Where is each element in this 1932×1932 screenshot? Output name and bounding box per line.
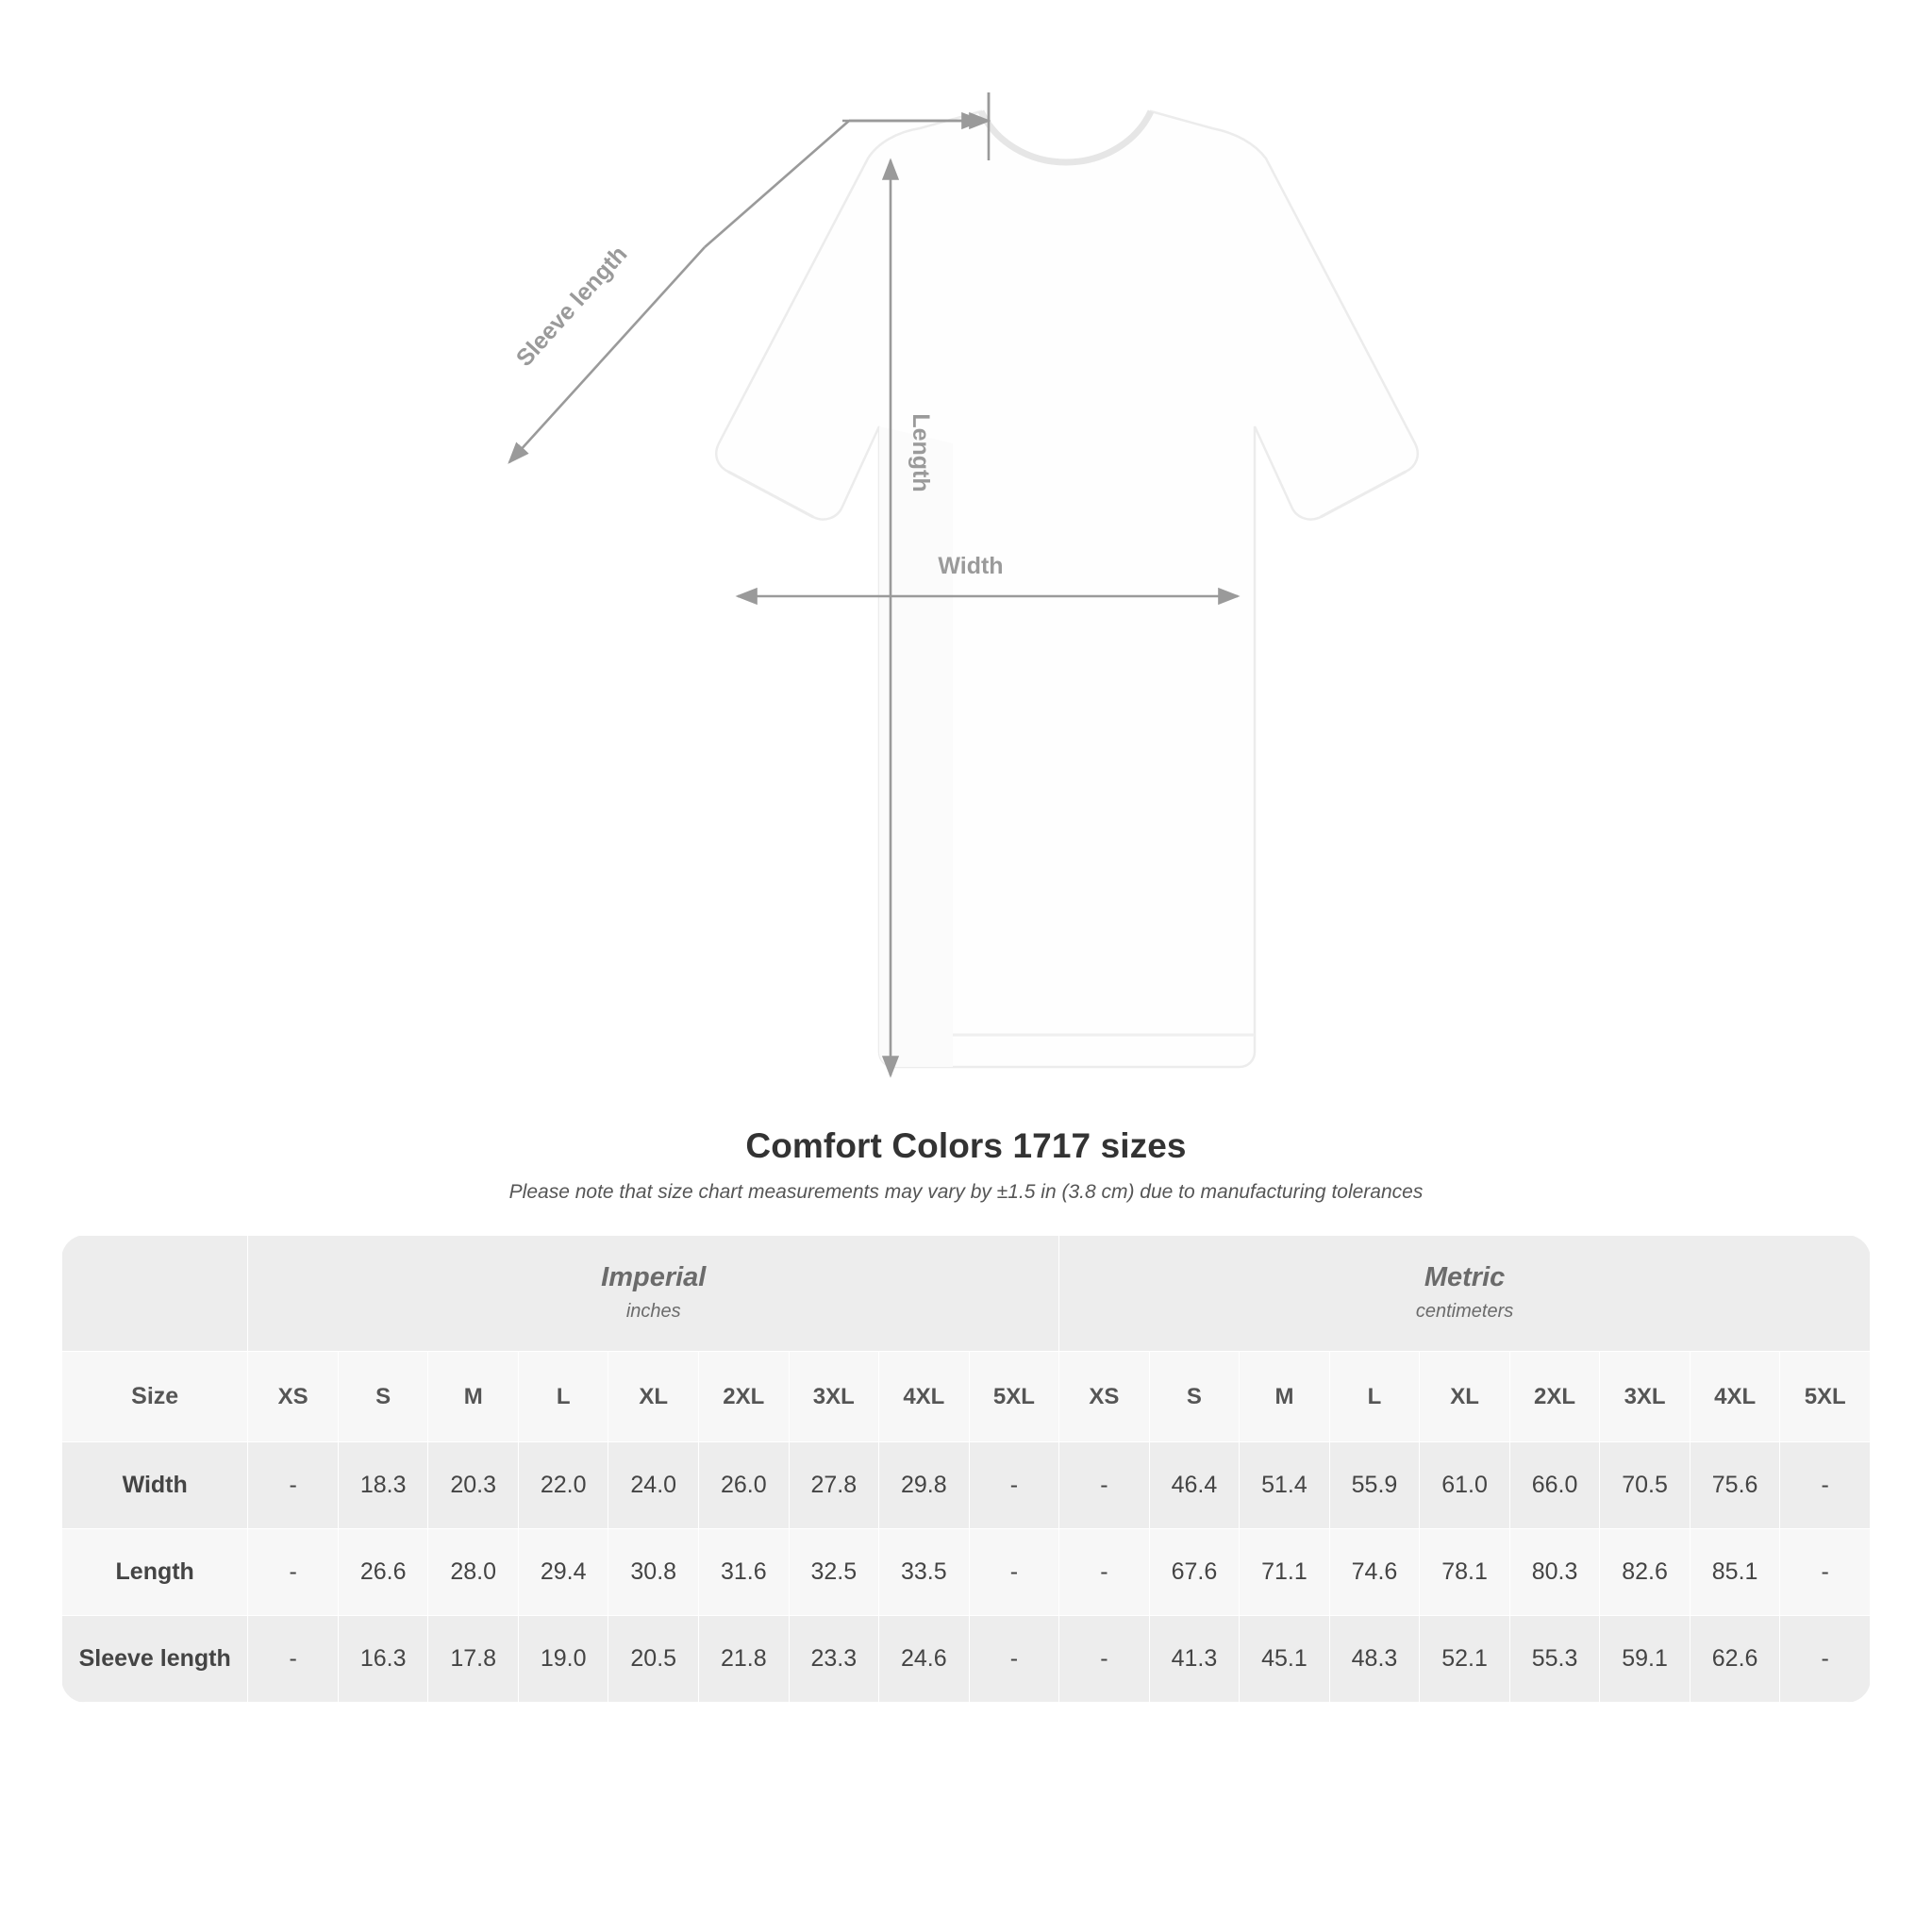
cell-length-imperial-4xl: 33.5 bbox=[879, 1529, 970, 1616]
table-row bbox=[62, 1529, 1871, 1616]
size-header-imperial-s: S bbox=[338, 1352, 428, 1442]
cell-length-imperial-5xl: - bbox=[969, 1529, 1059, 1616]
cell-length-metric-5xl: - bbox=[1780, 1529, 1871, 1616]
length-label: Length bbox=[908, 413, 934, 492]
cell-length-metric-xs: - bbox=[1059, 1529, 1150, 1616]
cell-width-metric-5xl: - bbox=[1780, 1442, 1871, 1529]
size-table bbox=[61, 1235, 1871, 1703]
cell-length-metric-xl: 78.1 bbox=[1420, 1529, 1510, 1616]
unit-group-imperial bbox=[248, 1236, 1059, 1352]
cell-width-metric-xl: 61.0 bbox=[1420, 1442, 1510, 1529]
size-header-metric-4xl: 4XL bbox=[1690, 1352, 1780, 1442]
cell-sleeve-metric-s: 41.3 bbox=[1149, 1616, 1240, 1703]
cell-width-imperial-3xl: 27.8 bbox=[789, 1442, 879, 1529]
cell-sleeve-metric-4xl: 62.6 bbox=[1690, 1616, 1780, 1703]
size-header-imperial-3xl: 3XL bbox=[789, 1352, 879, 1442]
tshirt-shape bbox=[716, 111, 1418, 1067]
cell-width-imperial-2xl: 26.0 bbox=[699, 1442, 790, 1529]
size-header-imperial-xl: XL bbox=[608, 1352, 699, 1442]
cell-width-metric-2xl: 66.0 bbox=[1509, 1442, 1600, 1529]
size-header-metric-5xl: 5XL bbox=[1780, 1352, 1871, 1442]
cell-length-imperial-m: 28.0 bbox=[428, 1529, 519, 1616]
unit-group-imperial-name: Imperial bbox=[601, 1262, 707, 1292]
size-header-metric-2xl: 2XL bbox=[1509, 1352, 1600, 1442]
size-header-metric-3xl: 3XL bbox=[1600, 1352, 1690, 1442]
cell-sleeve-imperial-s: 16.3 bbox=[338, 1616, 428, 1703]
width-label: Width bbox=[938, 553, 1004, 579]
cell-sleeve-metric-xs: - bbox=[1059, 1616, 1150, 1703]
cell-length-imperial-l: 29.4 bbox=[518, 1529, 608, 1616]
unit-header-row bbox=[62, 1236, 1871, 1352]
size-table-container bbox=[61, 1235, 1871, 1703]
cell-width-metric-4xl: 75.6 bbox=[1690, 1442, 1780, 1529]
cell-sleeve-metric-3xl: 59.1 bbox=[1600, 1616, 1690, 1703]
unit-group-imperial-sub: inches bbox=[625, 1301, 681, 1322]
cell-sleeve-imperial-4xl: 24.6 bbox=[879, 1616, 970, 1703]
cell-sleeve-imperial-3xl: 23.3 bbox=[789, 1616, 879, 1703]
size-header-metric-xs: XS bbox=[1059, 1352, 1150, 1442]
cell-sleeve-imperial-l: 19.0 bbox=[518, 1616, 608, 1703]
cell-length-metric-s: 67.6 bbox=[1149, 1529, 1240, 1616]
cell-width-imperial-4xl: 29.8 bbox=[879, 1442, 970, 1529]
unit-group-metric-name: Metric bbox=[1424, 1262, 1506, 1292]
page-title: Comfort Colors 1717 sizes bbox=[745, 1126, 1187, 1165]
row-label-width: Width bbox=[62, 1442, 248, 1529]
table-row bbox=[62, 1442, 1871, 1529]
cell-sleeve-metric-xl: 52.1 bbox=[1420, 1616, 1510, 1703]
size-header-imperial-5xl: 5XL bbox=[969, 1352, 1059, 1442]
sleeve-length-label: Sleeve length bbox=[510, 241, 633, 372]
size-header-row bbox=[62, 1352, 1871, 1442]
size-header-imperial-4xl: 4XL bbox=[879, 1352, 970, 1442]
cell-width-metric-3xl: 70.5 bbox=[1600, 1442, 1690, 1529]
size-header-metric-m: M bbox=[1240, 1352, 1330, 1442]
cell-sleeve-imperial-xs: - bbox=[248, 1616, 339, 1703]
size-header-imperial-2xl: 2XL bbox=[699, 1352, 790, 1442]
table-row bbox=[62, 1616, 1871, 1703]
size-header-label: Size bbox=[62, 1352, 248, 1442]
cell-length-imperial-s: 26.6 bbox=[338, 1529, 428, 1616]
cell-length-imperial-3xl: 32.5 bbox=[789, 1529, 879, 1616]
cell-width-imperial-m: 20.3 bbox=[428, 1442, 519, 1529]
size-header-imperial-xs: XS bbox=[248, 1352, 339, 1442]
cell-sleeve-imperial-m: 17.8 bbox=[428, 1616, 519, 1703]
cell-sleeve-metric-m: 45.1 bbox=[1240, 1616, 1330, 1703]
size-header-imperial-l: L bbox=[518, 1352, 608, 1442]
title-block bbox=[0, 1126, 1932, 1204]
tolerance-note: Please note that size chart measurements may vary by ±1.5 in (3.8 cm) due to manufacturing tolerances bbox=[508, 1181, 1424, 1203]
cell-sleeve-metric-l: 48.3 bbox=[1329, 1616, 1420, 1703]
cell-width-imperial-s: 18.3 bbox=[338, 1442, 428, 1529]
cell-length-imperial-xl: 30.8 bbox=[608, 1529, 699, 1616]
cell-width-imperial-l: 22.0 bbox=[518, 1442, 608, 1529]
size-header-imperial-m: M bbox=[428, 1352, 519, 1442]
cell-sleeve-metric-2xl: 55.3 bbox=[1509, 1616, 1600, 1703]
cell-width-metric-xs: - bbox=[1059, 1442, 1150, 1529]
cell-length-metric-l: 74.6 bbox=[1329, 1529, 1420, 1616]
size-header-metric-xl: XL bbox=[1420, 1352, 1510, 1442]
cell-length-metric-3xl: 82.6 bbox=[1600, 1529, 1690, 1616]
cell-width-imperial-xl: 24.0 bbox=[608, 1442, 699, 1529]
size-header-metric-l: L bbox=[1329, 1352, 1420, 1442]
cell-sleeve-imperial-2xl: 21.8 bbox=[699, 1616, 790, 1703]
cell-length-metric-m: 71.1 bbox=[1240, 1529, 1330, 1616]
cell-length-imperial-2xl: 31.6 bbox=[699, 1529, 790, 1616]
cell-length-metric-4xl: 85.1 bbox=[1690, 1529, 1780, 1616]
unit-group-metric-sub: centimeters bbox=[1415, 1301, 1514, 1322]
table-corner bbox=[62, 1236, 248, 1352]
cell-width-imperial-xs: - bbox=[248, 1442, 339, 1529]
unit-group-metric bbox=[1059, 1236, 1871, 1352]
cell-width-metric-l: 55.9 bbox=[1329, 1442, 1420, 1529]
cell-sleeve-metric-5xl: - bbox=[1780, 1616, 1871, 1703]
row-label-length: Length bbox=[62, 1529, 248, 1616]
cell-length-metric-2xl: 80.3 bbox=[1509, 1529, 1600, 1616]
cell-width-imperial-5xl: - bbox=[969, 1442, 1059, 1529]
cell-width-metric-m: 51.4 bbox=[1240, 1442, 1330, 1529]
cell-sleeve-imperial-xl: 20.5 bbox=[608, 1616, 699, 1703]
cell-length-imperial-xs: - bbox=[248, 1529, 339, 1616]
size-header-metric-s: S bbox=[1149, 1352, 1240, 1442]
row-label-sleeve-length: Sleeve length bbox=[62, 1616, 248, 1703]
cell-width-metric-s: 46.4 bbox=[1149, 1442, 1240, 1529]
cell-sleeve-imperial-5xl: - bbox=[969, 1616, 1059, 1703]
